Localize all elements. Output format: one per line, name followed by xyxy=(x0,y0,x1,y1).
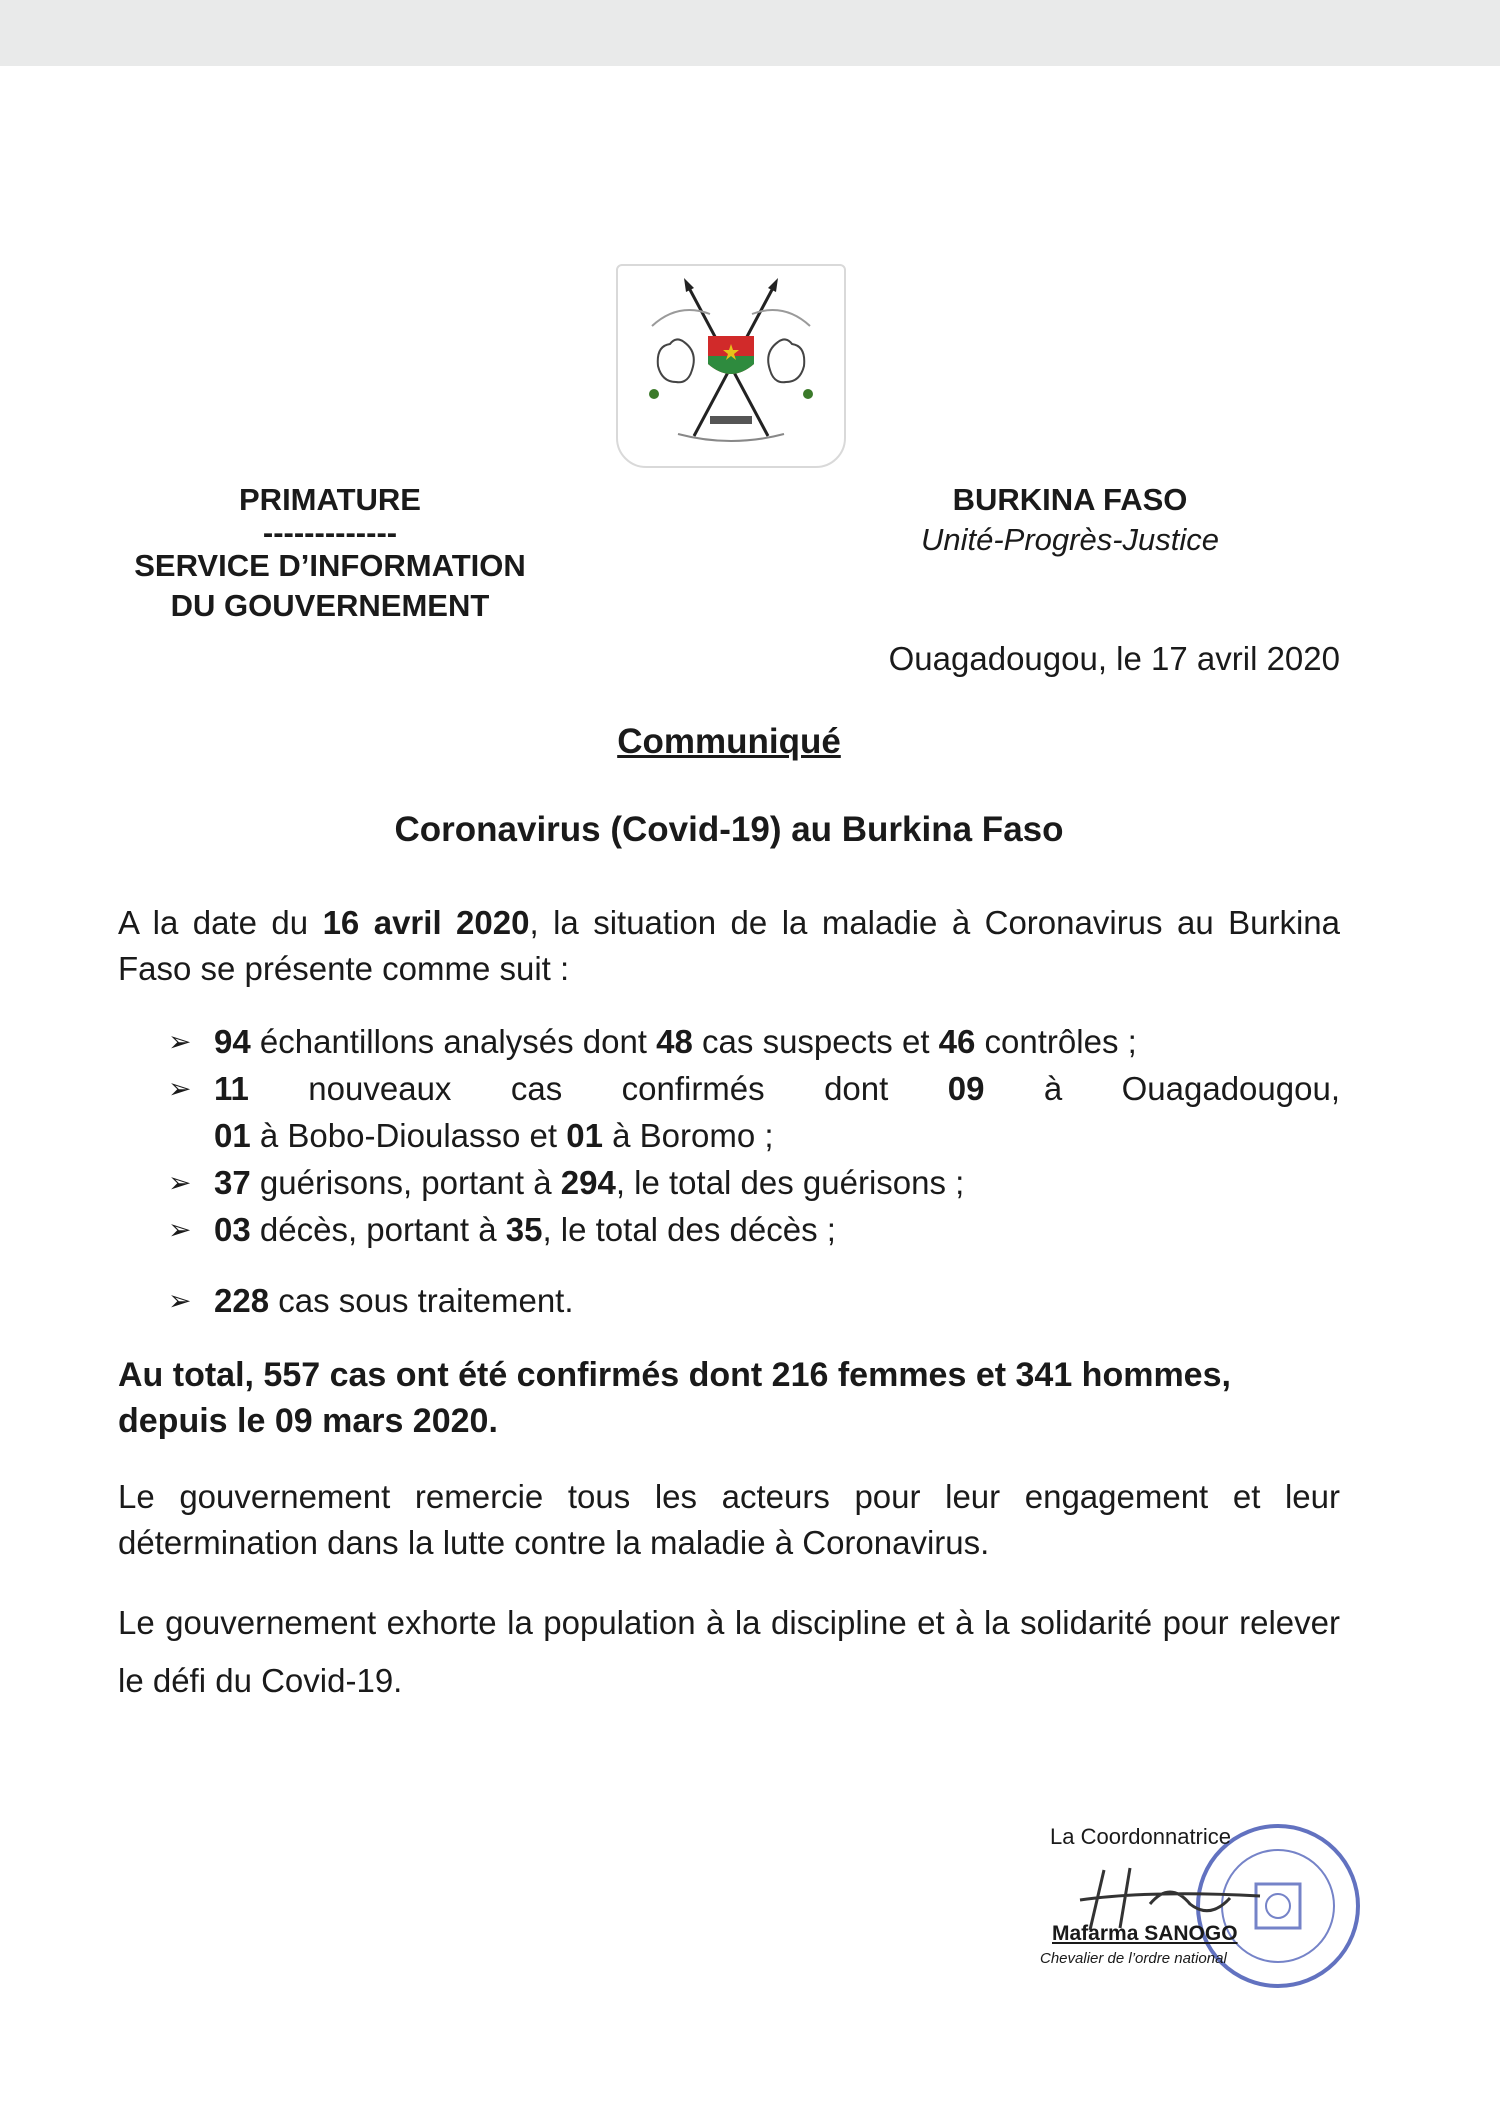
item-text: décès, portant à xyxy=(250,1211,506,1248)
bobo-count: 01 xyxy=(214,1117,251,1154)
statistics-list xyxy=(168,1018,1340,1324)
issuer-separator: ------------- xyxy=(262,515,398,550)
item-text: à Ouagadougou, xyxy=(984,1070,1340,1107)
list-item xyxy=(168,1277,1340,1324)
signatory-role: La Coordonnatrice xyxy=(1050,1824,1232,1849)
arrow-bullet-icon: ➢ xyxy=(168,1073,192,1104)
samples-count: 94 xyxy=(214,1023,251,1060)
item-text: , le total des décès ; xyxy=(542,1211,836,1248)
suspects-count: 48 xyxy=(656,1023,693,1060)
arrow-bullet-icon: ➢ xyxy=(168,1167,192,1198)
list-item xyxy=(168,1159,1340,1206)
arrow-bullet-icon: ➢ xyxy=(168,1214,192,1245)
item-text: échantillons analysés dont xyxy=(250,1023,657,1060)
signature-block xyxy=(1040,1810,1360,1990)
thanks-paragraph: Le gouvernement remercie tous les acteurs pour leur engagement et leur détermination dans la lutte contre la maladie à Coronavirus. xyxy=(118,1478,1340,1561)
item-text: contrôles ; xyxy=(975,1023,1137,1060)
recoveries-count: 37 xyxy=(214,1164,251,1201)
country-name: BURKINA FASO xyxy=(952,482,1188,517)
signatory-title: Chevalier de l’ordre national xyxy=(1040,1950,1227,1967)
recoveries-total: 294 xyxy=(560,1164,616,1201)
signatory-name: Mafarma SANOGO xyxy=(1052,1922,1238,1945)
arrow-bullet-icon: ➢ xyxy=(168,1285,192,1316)
item-text: à Bobo-Dioulasso et xyxy=(250,1117,567,1154)
list-item xyxy=(168,1018,1340,1065)
coat-of-arms xyxy=(616,264,846,468)
controls-count: 46 xyxy=(938,1023,976,1060)
intro-date: 16 avril 2020 xyxy=(322,904,530,941)
total-summary: Au total, 557 cas ont été confirmés dont 216 femmes et 341 hommes, depuis le 09 mars 2020. xyxy=(118,1356,1231,1440)
item-text: nouveaux cas confirmés dont xyxy=(248,1070,948,1107)
coat-of-arms-icon xyxy=(618,266,844,466)
intro-paragraph xyxy=(118,900,1340,992)
document-subtitle: Coronavirus (Covid-19) au Burkina Faso xyxy=(394,810,1064,849)
issuer-government: DU GOUVERNEMENT xyxy=(170,588,490,623)
list-item xyxy=(168,1065,1340,1159)
deaths-count: 03 xyxy=(214,1211,251,1248)
top-bar xyxy=(0,0,1500,66)
country-motto: Unité-Progrès-Justice xyxy=(920,522,1220,557)
list-item xyxy=(168,1206,1340,1253)
country-block xyxy=(880,480,1260,560)
item-text: guérisons, portant à xyxy=(250,1164,561,1201)
new-cases-count: 11 xyxy=(214,1070,249,1107)
issuer-primature: PRIMATURE xyxy=(239,482,421,517)
item-text: , le total des guérisons ; xyxy=(615,1164,965,1201)
place-date: Ouagadougou, le 17 avril 2020 xyxy=(888,640,1340,677)
under-treatment-count: 228 xyxy=(214,1282,270,1319)
exhort-paragraph: Le gouvernement exhorte la population à la discipline et à la solidarité pour relever le défi du Covid-19. xyxy=(118,1604,1340,1699)
arrow-bullet-icon: ➢ xyxy=(168,1026,192,1057)
item-text: à Boromo ; xyxy=(602,1117,774,1154)
issuer-block xyxy=(110,480,550,626)
intro-pre: A la date du xyxy=(118,904,323,941)
intro-post: , la situation de la maladie à Coronavirus au Burkina Faso se présente comme suit : xyxy=(118,904,1341,987)
document-title: Communiqué xyxy=(617,722,841,761)
issuer-service: SERVICE D’INFORMATION xyxy=(134,548,526,583)
item-text: cas sous traitement. xyxy=(269,1282,574,1319)
deaths-total: 35 xyxy=(505,1211,543,1248)
item-text: cas suspects et xyxy=(692,1023,939,1060)
ouagadougou-count: 09 xyxy=(947,1070,985,1107)
boromo-count: 01 xyxy=(566,1117,603,1154)
